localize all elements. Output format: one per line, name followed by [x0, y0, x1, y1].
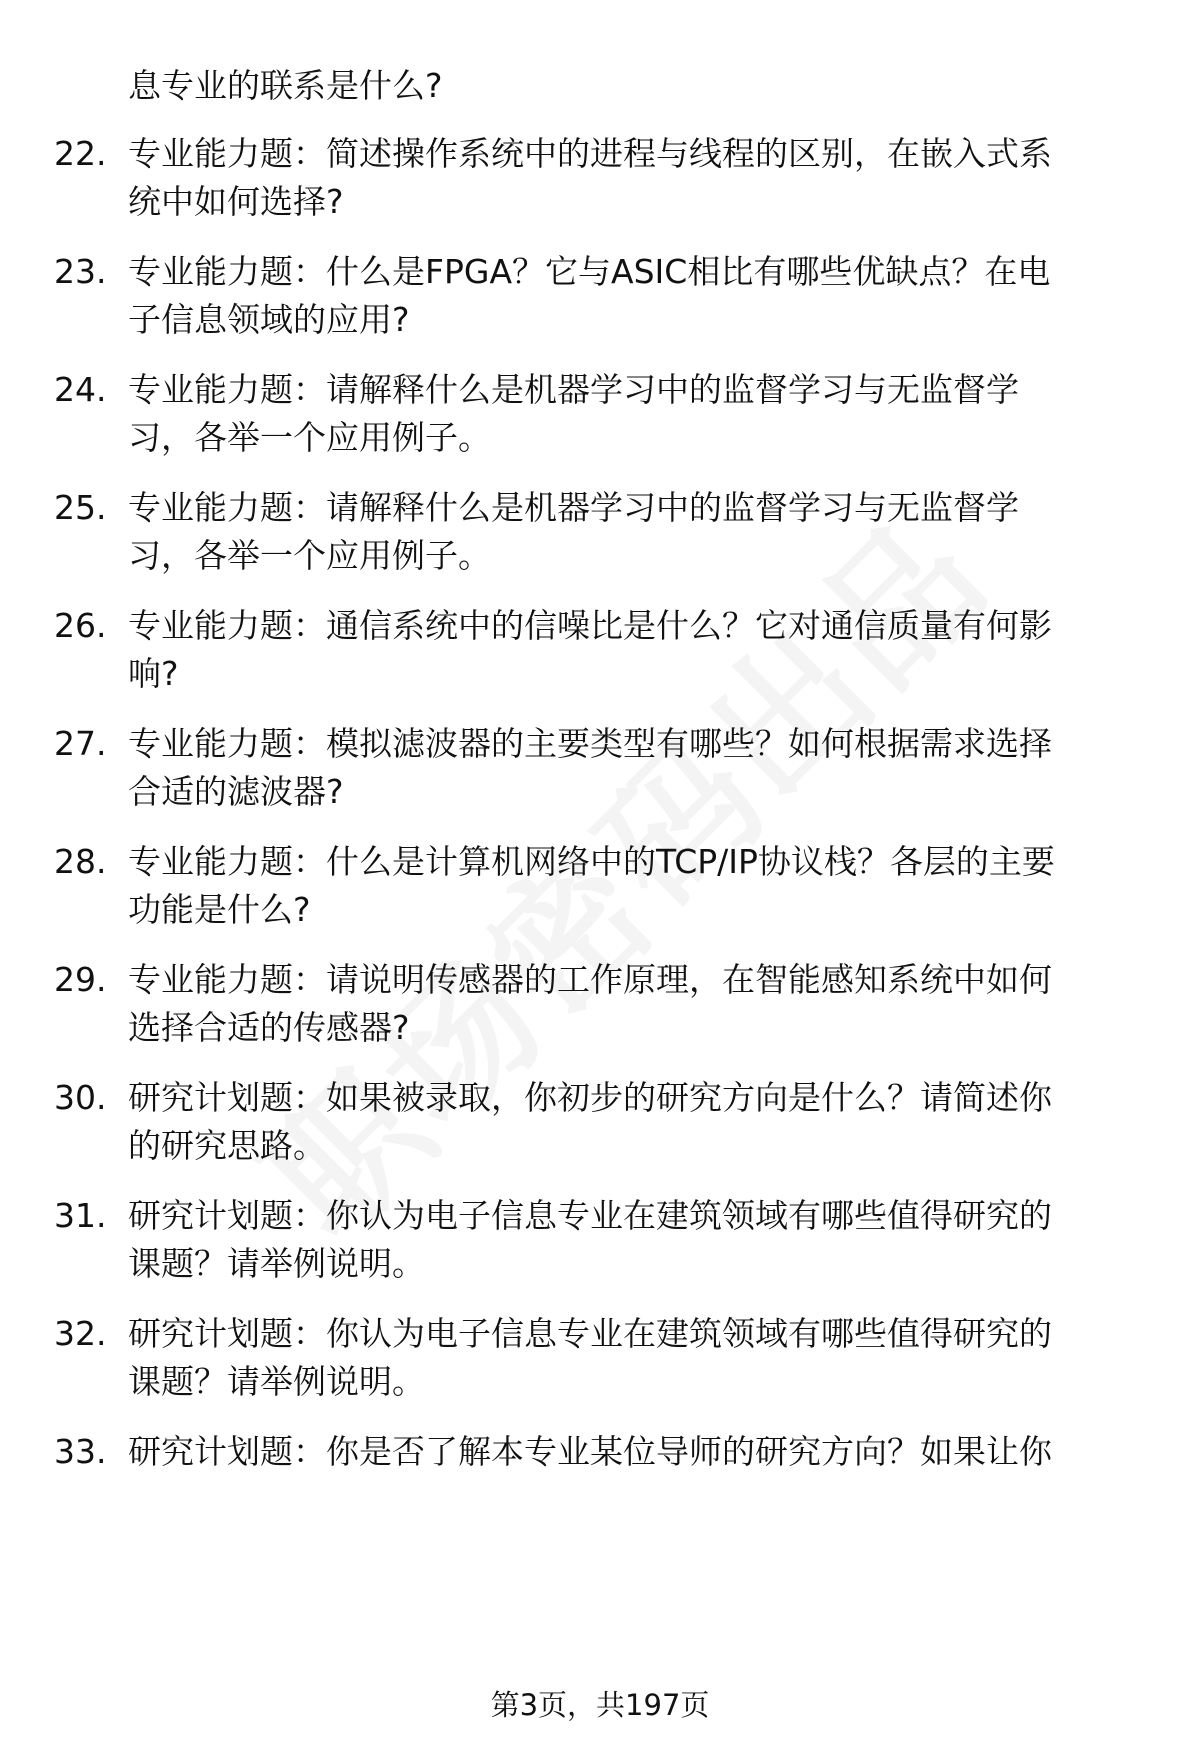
question-line: 专业能力题：简述操作系统中的进程与线程的区别，在嵌入式系: [128, 134, 1052, 173]
question-line: 的研究思路。: [128, 1126, 326, 1165]
question-line: 统中如何选择?: [128, 182, 344, 221]
question-line: 研究计划题：你认为电子信息专业在建筑领域有哪些值得研究的: [128, 1314, 1052, 1353]
question-number: 28.: [54, 842, 107, 881]
question-number: 31.: [54, 1196, 107, 1235]
question-number: 32.: [54, 1314, 107, 1353]
question-text: [128, 130, 1148, 226]
question-number: 22.: [54, 134, 107, 173]
question-number: 33.: [54, 1432, 107, 1471]
question-line: 研究计划题：你是否了解本专业某位导师的研究方向？如果让你: [128, 1432, 1052, 1471]
question-line: 功能是什么?: [128, 890, 311, 929]
question-line: 专业能力题：通信系统中的信噪比是什么？它对通信质量有何影: [128, 606, 1052, 645]
question-line: 研究计划题：你认为电子信息专业在建筑领域有哪些值得研究的: [128, 1196, 1052, 1235]
question-text: [128, 1310, 1148, 1406]
question-number: 27.: [54, 724, 107, 763]
question-number: 29.: [54, 960, 107, 999]
question-number: 23.: [54, 252, 107, 291]
question-line: 子信息领域的应用?: [128, 300, 410, 339]
question-text: [128, 366, 1148, 462]
question-line: 专业能力题：模拟滤波器的主要类型有哪些？如何根据需求选择: [128, 724, 1052, 763]
question-text: [128, 720, 1148, 816]
question-line: 习，各举一个应用例子。: [128, 418, 491, 457]
question-text: [128, 838, 1148, 934]
question-text: [128, 956, 1148, 1052]
question-number: 25.: [54, 488, 107, 527]
question-line: 选择合适的传感器?: [128, 1008, 410, 1047]
question-line: 专业能力题：什么是FPGA？它与ASIC相比有哪些优缺点？在电: [128, 252, 1051, 291]
question-line: 习，各举一个应用例子。: [128, 536, 491, 575]
question-line: 专业能力题：请解释什么是机器学习中的监督学习与无监督学: [128, 488, 1019, 527]
continuation-text: 息专业的联系是什么?: [128, 66, 443, 105]
question-line: 合适的滤波器?: [128, 772, 344, 811]
question-text: [128, 248, 1148, 344]
question-text: [128, 484, 1148, 580]
question-number: 26.: [54, 606, 107, 645]
question-text: [128, 1192, 1148, 1288]
question-text: [128, 602, 1148, 698]
question-line: 研究计划题：如果被录取，你初步的研究方向是什么？请简述你: [128, 1078, 1052, 1117]
question-line: 课题？请举例说明。: [128, 1244, 425, 1283]
question-line: 课题？请举例说明。: [128, 1362, 425, 1401]
question-line: 专业能力题：请解释什么是机器学习中的监督学习与无监督学: [128, 370, 1019, 409]
question-number: 30.: [54, 1078, 107, 1117]
page-footer: 第3页，共197页: [490, 1688, 710, 1722]
question-line: 专业能力题：什么是计算机网络中的TCP/IP协议栈？各层的主要: [128, 842, 1055, 881]
question-text: [128, 1074, 1148, 1170]
question-line: 专业能力题：请说明传感器的工作原理，在智能感知系统中如何: [128, 960, 1052, 999]
question-line: 响?: [128, 654, 179, 693]
question-text: [128, 1428, 1148, 1476]
question-number: 24.: [54, 370, 107, 409]
